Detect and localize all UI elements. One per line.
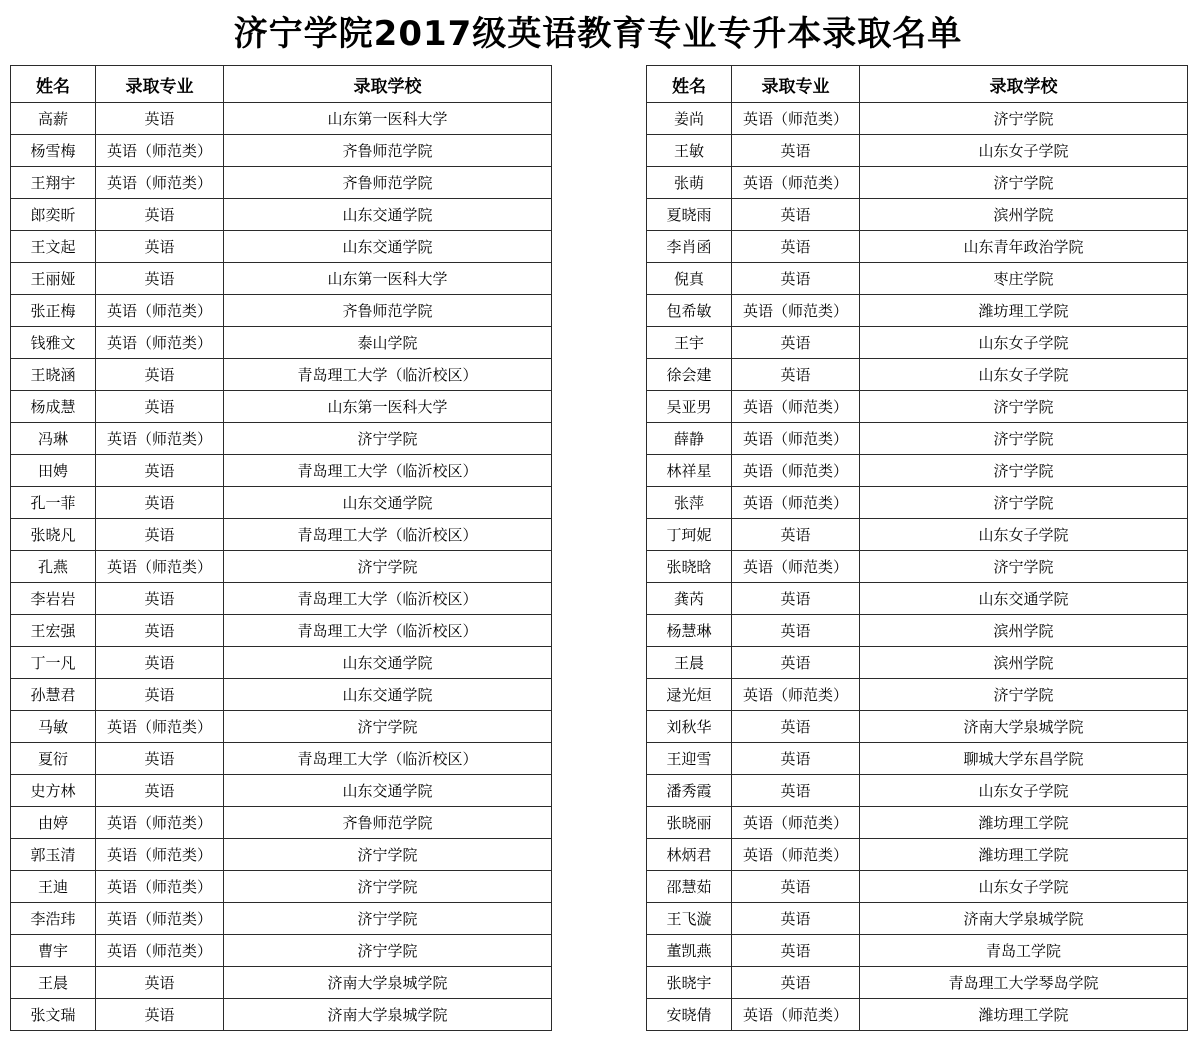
table-row [11, 199, 552, 231]
cell-school: 青岛理工大学（临沂校区） [224, 519, 552, 551]
cell-school: 齐鲁师范学院 [224, 167, 552, 199]
column-header-name: 姓名 [11, 66, 96, 103]
cell-school: 青岛理工大学琴岛学院 [860, 967, 1188, 999]
cell-major: 英语 [732, 359, 860, 391]
cell-school: 济宁学院 [860, 551, 1188, 583]
roster-table-left [10, 65, 552, 1031]
table-row [11, 167, 552, 199]
cell-major: 英语（师范类） [732, 551, 860, 583]
cell-major: 英语（师范类） [732, 391, 860, 423]
cell-school: 济宁学院 [224, 903, 552, 935]
cell-major: 英语 [732, 327, 860, 359]
cell-major: 英语（师范类） [96, 167, 224, 199]
cell-name: 王丽娅 [11, 263, 96, 295]
table-row [647, 679, 1188, 711]
table-row [647, 935, 1188, 967]
cell-school: 枣庄学院 [860, 263, 1188, 295]
cell-major: 英语 [732, 903, 860, 935]
cell-school: 潍坊理工学院 [860, 807, 1188, 839]
cell-name: 包希敏 [647, 295, 732, 327]
cell-school: 滨州学院 [860, 647, 1188, 679]
cell-school: 滨州学院 [860, 615, 1188, 647]
cell-school: 山东女子学院 [860, 135, 1188, 167]
table-row [647, 871, 1188, 903]
cell-name: 冯琳 [11, 423, 96, 455]
cell-school: 济南大学泉城学院 [224, 967, 552, 999]
cell-name: 安晓倩 [647, 999, 732, 1031]
table-row [647, 231, 1188, 263]
cell-school: 山东交通学院 [224, 231, 552, 263]
cell-major: 英语 [732, 263, 860, 295]
cell-name: 夏衍 [11, 743, 96, 775]
cell-major: 英语 [96, 199, 224, 231]
roster-table-right [646, 65, 1188, 1031]
table-row [11, 295, 552, 327]
table-row [647, 711, 1188, 743]
cell-name: 张晓凡 [11, 519, 96, 551]
cell-school: 青岛理工大学（临沂校区） [224, 455, 552, 487]
table-row [647, 839, 1188, 871]
table-row [11, 839, 552, 871]
cell-major: 英语 [96, 615, 224, 647]
cell-major: 英语 [96, 647, 224, 679]
cell-name: 张萍 [647, 487, 732, 519]
table-row [11, 551, 552, 583]
cell-major: 英语（师范类） [96, 935, 224, 967]
table-row [11, 903, 552, 935]
cell-major: 英语（师范类） [732, 679, 860, 711]
cell-name: 姜尚 [647, 103, 732, 135]
cell-school: 济宁学院 [224, 423, 552, 455]
cell-major: 英语 [732, 615, 860, 647]
cell-major: 英语（师范类） [96, 839, 224, 871]
cell-name: 钱雅文 [11, 327, 96, 359]
table-row [11, 519, 552, 551]
cell-school: 济宁学院 [860, 455, 1188, 487]
cell-major: 英语（师范类） [732, 807, 860, 839]
column-header-name: 姓名 [647, 66, 732, 103]
cell-name: 张萌 [647, 167, 732, 199]
cell-name: 李浩玮 [11, 903, 96, 935]
cell-school: 济宁学院 [860, 103, 1188, 135]
column-header-major: 录取专业 [96, 66, 224, 103]
cell-school: 齐鲁师范学院 [224, 807, 552, 839]
table-row [11, 775, 552, 807]
cell-major: 英语 [732, 199, 860, 231]
table-row [11, 871, 552, 903]
cell-major: 英语 [732, 711, 860, 743]
cell-major: 英语（师范类） [732, 295, 860, 327]
cell-school: 齐鲁师范学院 [224, 295, 552, 327]
table-row [11, 935, 552, 967]
cell-major: 英语 [732, 231, 860, 263]
cell-major: 英语 [732, 935, 860, 967]
cell-name: 龚芮 [647, 583, 732, 615]
cell-name: 史方林 [11, 775, 96, 807]
table-row [647, 391, 1188, 423]
cell-name: 张晓丽 [647, 807, 732, 839]
table-header-row [647, 66, 1188, 103]
cell-school: 山东女子学院 [860, 871, 1188, 903]
cell-school: 山东交通学院 [224, 487, 552, 519]
cell-school: 山东女子学院 [860, 359, 1188, 391]
table-row [11, 679, 552, 711]
table-row [11, 135, 552, 167]
table-row [11, 391, 552, 423]
cell-name: 李肖函 [647, 231, 732, 263]
cell-school: 济宁学院 [224, 935, 552, 967]
cell-name: 王宇 [647, 327, 732, 359]
cell-name: 董凯燕 [647, 935, 732, 967]
cell-major: 英语 [96, 967, 224, 999]
cell-school: 青岛理工大学（临沂校区） [224, 615, 552, 647]
cell-major: 英语（师范类） [96, 807, 224, 839]
table-row [647, 359, 1188, 391]
table-row [647, 455, 1188, 487]
cell-major: 英语 [96, 263, 224, 295]
table-row [11, 327, 552, 359]
cell-school: 济南大学泉城学院 [860, 711, 1188, 743]
table-row [11, 487, 552, 519]
table-row [11, 423, 552, 455]
cell-school: 山东第一医科大学 [224, 103, 552, 135]
cell-school: 山东交通学院 [224, 775, 552, 807]
cell-name: 王晨 [11, 967, 96, 999]
table-row [11, 231, 552, 263]
cell-name: 王晨 [647, 647, 732, 679]
cell-name: 丁一凡 [11, 647, 96, 679]
cell-major: 英语 [96, 775, 224, 807]
cell-school: 齐鲁师范学院 [224, 135, 552, 167]
table-row [647, 263, 1188, 295]
table-row [647, 807, 1188, 839]
table-row [647, 583, 1188, 615]
cell-name: 王迪 [11, 871, 96, 903]
table-row [11, 807, 552, 839]
cell-name: 王宏强 [11, 615, 96, 647]
cell-name: 刘秋华 [647, 711, 732, 743]
cell-name: 王飞漩 [647, 903, 732, 935]
cell-major: 英语（师范类） [732, 999, 860, 1031]
cell-major: 英语 [96, 391, 224, 423]
cell-name: 夏晓雨 [647, 199, 732, 231]
cell-name: 张晓晗 [647, 551, 732, 583]
cell-major: 英语 [96, 519, 224, 551]
table-row [11, 263, 552, 295]
cell-major: 英语 [732, 775, 860, 807]
cell-major: 英语（师范类） [732, 487, 860, 519]
table-header-left [11, 66, 552, 103]
cell-name: 张晓宇 [647, 967, 732, 999]
cell-school: 潍坊理工学院 [860, 999, 1188, 1031]
cell-major: 英语 [96, 583, 224, 615]
cell-school: 潍坊理工学院 [860, 295, 1188, 327]
cell-school: 济南大学泉城学院 [860, 903, 1188, 935]
cell-name: 曹宇 [11, 935, 96, 967]
cell-major: 英语（师范类） [96, 295, 224, 327]
cell-major: 英语 [732, 583, 860, 615]
cell-school: 山东青年政治学院 [860, 231, 1188, 263]
cell-major: 英语 [732, 519, 860, 551]
cell-name: 王文起 [11, 231, 96, 263]
cell-major: 英语 [732, 135, 860, 167]
cell-school: 山东交通学院 [224, 679, 552, 711]
cell-name: 郎奕昕 [11, 199, 96, 231]
cell-name: 孙慧君 [11, 679, 96, 711]
cell-major: 英语 [96, 231, 224, 263]
table-row [11, 359, 552, 391]
table-row [11, 647, 552, 679]
cell-major: 英语（师范类） [96, 135, 224, 167]
cell-school: 济宁学院 [860, 391, 1188, 423]
cell-major: 英语（师范类） [732, 167, 860, 199]
cell-school: 济宁学院 [860, 167, 1188, 199]
cell-school: 青岛工学院 [860, 935, 1188, 967]
cell-major: 英语（师范类） [732, 103, 860, 135]
cell-major: 英语 [732, 967, 860, 999]
cell-name: 邵慧茹 [647, 871, 732, 903]
cell-school: 滨州学院 [860, 199, 1188, 231]
table-body-left [11, 103, 552, 1031]
cell-major: 英语 [96, 743, 224, 775]
cell-name: 田娉 [11, 455, 96, 487]
table-row [647, 967, 1188, 999]
cell-name: 张文瑞 [11, 999, 96, 1031]
cell-major: 英语 [96, 679, 224, 711]
table-row [647, 295, 1188, 327]
cell-major: 英语（师范类） [96, 871, 224, 903]
cell-major: 英语 [732, 647, 860, 679]
cell-name: 郭玉清 [11, 839, 96, 871]
cell-major: 英语 [96, 103, 224, 135]
cell-name: 杨雪梅 [11, 135, 96, 167]
table-row [647, 423, 1188, 455]
table-row [11, 967, 552, 999]
table-row [11, 711, 552, 743]
cell-school: 济南大学泉城学院 [224, 999, 552, 1031]
cell-school: 山东女子学院 [860, 775, 1188, 807]
tables-container [0, 65, 1196, 1031]
table-row [647, 903, 1188, 935]
table-row [647, 487, 1188, 519]
cell-name: 林祥星 [647, 455, 732, 487]
cell-school: 青岛理工大学（临沂校区） [224, 583, 552, 615]
column-header-school: 录取学校 [224, 66, 552, 103]
cell-school: 济宁学院 [860, 487, 1188, 519]
cell-name: 倪真 [647, 263, 732, 295]
cell-major: 英语 [732, 871, 860, 903]
table-row [647, 167, 1188, 199]
table-row [11, 999, 552, 1031]
table-row [647, 743, 1188, 775]
table-row [647, 999, 1188, 1031]
cell-school: 济宁学院 [224, 551, 552, 583]
cell-name: 由婷 [11, 807, 96, 839]
cell-school: 山东第一医科大学 [224, 391, 552, 423]
cell-name: 潘秀霞 [647, 775, 732, 807]
cell-name: 张正梅 [11, 295, 96, 327]
cell-name: 丁珂妮 [647, 519, 732, 551]
cell-name: 高薪 [11, 103, 96, 135]
cell-major: 英语 [96, 999, 224, 1031]
cell-name: 杨慧琳 [647, 615, 732, 647]
cell-school: 济宁学院 [860, 679, 1188, 711]
cell-major: 英语 [96, 359, 224, 391]
cell-school: 山东女子学院 [860, 327, 1188, 359]
cell-school: 聊城大学东昌学院 [860, 743, 1188, 775]
cell-school: 山东交通学院 [224, 647, 552, 679]
table-row [647, 135, 1188, 167]
cell-major: 英语（师范类） [732, 423, 860, 455]
page-title: 济宁学院2017级英语教育专业专升本录取名单 [233, 14, 963, 54]
table-row [11, 615, 552, 647]
column-header-school: 录取学校 [860, 66, 1188, 103]
cell-name: 王敏 [647, 135, 732, 167]
cell-school: 山东交通学院 [860, 583, 1188, 615]
cell-name: 吴亚男 [647, 391, 732, 423]
table-row [11, 455, 552, 487]
cell-name: 李岩岩 [11, 583, 96, 615]
cell-school: 山东第一医科大学 [224, 263, 552, 295]
cell-major: 英语 [96, 455, 224, 487]
cell-major: 英语（师范类） [732, 839, 860, 871]
cell-major: 英语 [96, 487, 224, 519]
cell-name: 孔燕 [11, 551, 96, 583]
table-row [11, 743, 552, 775]
cell-school: 山东女子学院 [860, 519, 1188, 551]
cell-major: 英语 [732, 743, 860, 775]
cell-name: 王迎雪 [647, 743, 732, 775]
cell-school: 泰山学院 [224, 327, 552, 359]
cell-school: 潍坊理工学院 [860, 839, 1188, 871]
cell-name: 王翔宇 [11, 167, 96, 199]
table-row [647, 775, 1188, 807]
cell-name: 徐会建 [647, 359, 732, 391]
cell-name: 逯光烜 [647, 679, 732, 711]
cell-major: 英语（师范类） [96, 551, 224, 583]
cell-school: 青岛理工大学（临沂校区） [224, 359, 552, 391]
cell-major: 英语（师范类） [96, 903, 224, 935]
cell-name: 林炳君 [647, 839, 732, 871]
cell-school: 青岛理工大学（临沂校区） [224, 743, 552, 775]
cell-school: 济宁学院 [860, 423, 1188, 455]
cell-name: 杨成慧 [11, 391, 96, 423]
table-row [647, 327, 1188, 359]
table-row [11, 103, 552, 135]
cell-school: 济宁学院 [224, 871, 552, 903]
table-header-row [11, 66, 552, 103]
table-row [647, 519, 1188, 551]
cell-name: 孔一菲 [11, 487, 96, 519]
table-row [647, 551, 1188, 583]
cell-school: 济宁学院 [224, 711, 552, 743]
table-row [647, 647, 1188, 679]
cell-school: 山东交通学院 [224, 199, 552, 231]
cell-major: 英语（师范类） [732, 455, 860, 487]
cell-major: 英语（师范类） [96, 711, 224, 743]
cell-major: 英语（师范类） [96, 327, 224, 359]
table-row [647, 615, 1188, 647]
table-body-right [647, 103, 1188, 1031]
cell-name: 王晓涵 [11, 359, 96, 391]
cell-name: 马敏 [11, 711, 96, 743]
table-row [647, 103, 1188, 135]
cell-school: 济宁学院 [224, 839, 552, 871]
table-row [11, 583, 552, 615]
column-header-major: 录取专业 [732, 66, 860, 103]
cell-major: 英语（师范类） [96, 423, 224, 455]
cell-name: 薛静 [647, 423, 732, 455]
table-row [647, 199, 1188, 231]
table-header-right [647, 66, 1188, 103]
